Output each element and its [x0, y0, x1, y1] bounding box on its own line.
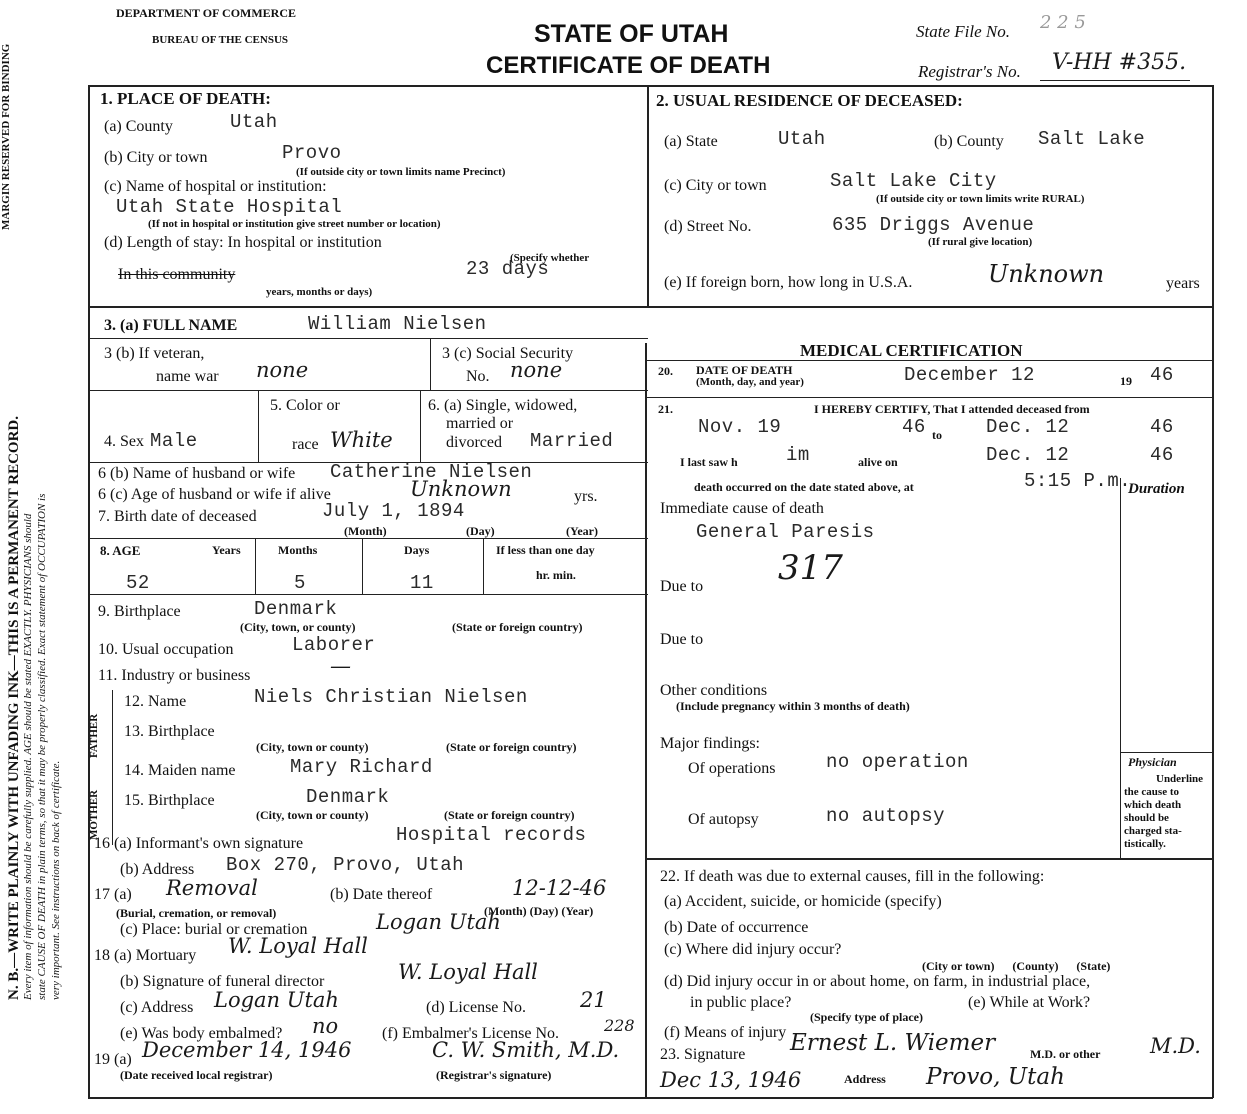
- attended-from-value: Nov. 19: [698, 416, 782, 438]
- bureau-label: BUREAU OF THE CENSUS: [152, 34, 289, 46]
- name-bottom-rule: [88, 338, 648, 339]
- external-e-label: (e) While at Work?: [968, 994, 1091, 1011]
- date-death-label: DATE OF DEATH: [696, 363, 793, 377]
- signature-date: Dec 13, 1946: [660, 1068, 802, 1092]
- registrar-note: (Registrar's signature): [436, 1068, 552, 1082]
- section1-bottom-rule: [88, 306, 1213, 308]
- date-death-value: December 12: [904, 364, 1035, 386]
- res-city-label: (c) City or town: [664, 177, 767, 194]
- res-foreign-label: (e) If foreign born, how long in U.S.A.: [664, 274, 913, 291]
- mortuary-address-label: (c) Address: [120, 999, 194, 1016]
- birth-label: 7. Birth date of deceased: [98, 508, 257, 525]
- received-label: 19 (a): [94, 1051, 132, 1068]
- age-lessday-label: If less than one day: [496, 543, 595, 557]
- veteran-bottom-rule: [88, 390, 648, 391]
- hospital-note: (If not in hospital or institution give street number or location): [148, 218, 441, 230]
- external-d-label: (d) Did injury occur in or about home, on farm, in industrial place,: [664, 973, 1091, 990]
- color-value: White: [330, 428, 393, 452]
- spouse-age-value: Unknown: [410, 477, 512, 501]
- signature-label: 23. Signature: [660, 1046, 746, 1063]
- age-bottom-rule: [88, 594, 648, 595]
- res-city-note: (If outside city or town limits write RURAL): [876, 193, 1085, 205]
- father-name-value: Niels Christian Nielsen: [254, 686, 528, 708]
- stay-specify: (Specify whether: [510, 252, 590, 264]
- cert-num: 21.: [658, 402, 673, 416]
- industry-value: —: [330, 654, 351, 678]
- right-outer-rule: [1212, 85, 1214, 1098]
- margin-note-3: state CAUSE OF DEATH in plain terms, so that it may be properly classified. Exact statement of OCCUPATION is: [36, 493, 48, 1000]
- md-value: M.D.: [1150, 1034, 1201, 1058]
- physician-note-2: the cause to: [1124, 786, 1179, 798]
- time-value: 5:15 P.m.: [1024, 470, 1132, 492]
- mother-birthplace-value: Denmark: [306, 786, 390, 808]
- left-outer-rule: [88, 85, 90, 1098]
- immediate-cause-label: Immediate cause of death: [660, 500, 824, 517]
- mortuary-label: 18 (a) Mortuary: [94, 947, 197, 964]
- age-hrmin-label: hr. min.: [536, 568, 576, 582]
- attended-from-year: 46: [902, 416, 926, 438]
- county-label: (a) County: [104, 118, 173, 135]
- due-to-2-label: Due to: [660, 631, 704, 648]
- father-side-label: FATHER: [88, 713, 100, 758]
- department-label: DEPARTMENT OF COMMERCE: [116, 6, 297, 20]
- res-county-value: Salt Lake: [1038, 128, 1146, 150]
- parents-inner-rule: [112, 690, 113, 845]
- registrar-underline: [1040, 80, 1190, 81]
- spouse-age-label: 6 (c) Age of husband or wife if alive: [98, 486, 331, 503]
- father-birthplace-label: 13. Birthplace: [124, 723, 215, 740]
- marital-label-2: married or: [446, 415, 514, 432]
- mother-city-note: (City, town or county): [256, 808, 369, 822]
- cert-text: I HEREBY CERTIFY, That I attended deceased from: [814, 402, 1090, 416]
- hospital-value: Utah State Hospital: [116, 196, 343, 218]
- certificate-title: CERTIFICATE OF DEATH: [486, 52, 771, 79]
- industry-label: 11. Industry or business: [98, 667, 251, 684]
- major-findings-label: Major findings:: [660, 735, 760, 752]
- physician-signature: Ernest L. Wiemer: [790, 1030, 996, 1056]
- due-to-1-label: Due to: [660, 578, 704, 595]
- registrar-value: V-HH #355.: [1052, 50, 1187, 75]
- informant-value: Hospital records: [396, 824, 587, 846]
- external-d-label2: in public place?: [690, 994, 792, 1011]
- mother-maiden-value: Mary Richard: [290, 756, 433, 778]
- veteran-label-1: 3 (b) If veteran,: [104, 345, 205, 362]
- duration-col-rule: [1120, 478, 1121, 858]
- external-b-label: (b) Date of occurrence: [664, 919, 809, 936]
- date-death-year: 46: [1150, 364, 1174, 386]
- stay-community: In this community: [118, 266, 236, 283]
- color-label-1: 5. Color or: [270, 397, 340, 414]
- res-state-value: Utah: [778, 128, 826, 150]
- margin-note-2: Every item of information should be carefully supplied. AGE should be stated EXACTLY. PHYSICIANS should: [22, 513, 34, 1000]
- burial-place-label: (c) Place: burial or cremation: [120, 921, 308, 938]
- mother-birthplace-label: 15. Birthplace: [124, 792, 215, 809]
- res-street-note: (If rural give location): [928, 236, 1033, 248]
- hospital-label: (c) Name of hospital or institution:: [104, 178, 327, 195]
- informant-address-value: Box 270, Provo, Utah: [226, 854, 465, 876]
- col-divider: [647, 85, 649, 307]
- duration-label: Duration: [1128, 481, 1185, 497]
- spouse-age-suffix: yrs.: [574, 488, 598, 505]
- embalmed-value: no: [312, 1014, 339, 1038]
- bottom-rule: [88, 1097, 1213, 1099]
- res-county-label: (b) County: [934, 133, 1004, 150]
- age-months-label: Months: [278, 543, 318, 557]
- occupation-value: Laborer: [292, 634, 376, 656]
- disposition-date-value: 12-12-46: [512, 876, 607, 900]
- city-note: (If outside city or town limits name Precinct): [296, 166, 506, 178]
- county-value: Utah: [230, 111, 278, 133]
- mother-maiden-label: 14. Maiden name: [124, 762, 236, 779]
- city-label: (b) City or town: [104, 149, 208, 166]
- mortuary-address-value: Logan Utah: [214, 988, 339, 1012]
- attended-to-value: Dec. 12: [986, 416, 1070, 438]
- age-div-3: [483, 538, 484, 594]
- stay-value: 23 days: [466, 258, 550, 280]
- age-years-value: 52: [126, 572, 150, 594]
- signature-address-label: Address: [844, 1072, 886, 1086]
- last-saw-date: Dec. 12: [986, 444, 1070, 466]
- ssn-label-2: No.: [466, 368, 490, 385]
- ssn-value: none: [510, 358, 563, 382]
- registrar-label: Registrar's No.: [918, 62, 1021, 81]
- operations-label: Of operations: [688, 760, 776, 777]
- marital-label-1: 6. (a) Single, widowed,: [428, 397, 578, 414]
- disposition-17a-label: 17 (a): [94, 886, 132, 903]
- last-saw-h: im: [786, 444, 810, 466]
- disposition-method-note: (Burial, cremation, or removal): [116, 906, 277, 920]
- medical-heading: MEDICAL CERTIFICATION: [800, 341, 1023, 360]
- autopsy-label: Of autopsy: [688, 811, 759, 828]
- time-label: death occurred on the date stated above, at: [694, 480, 914, 494]
- age-years-label: Years: [212, 543, 241, 557]
- last-saw-year: 46: [1150, 444, 1174, 466]
- father-state-note: (State or foreign country): [446, 740, 577, 754]
- marital-value: Married: [530, 430, 614, 452]
- medical-bottom-rule: [647, 858, 1213, 860]
- stay-label: (d) Length of stay: In hospital or institution: [104, 234, 382, 251]
- father-name-label: 12. Name: [124, 693, 187, 710]
- full-name-value: William Nielsen: [308, 313, 487, 335]
- birthplace-value: Denmark: [254, 598, 338, 620]
- sex-value: Male: [150, 430, 198, 452]
- mortuary-value: W. Loyal Hall: [228, 934, 368, 958]
- city-value: Provo: [282, 142, 342, 164]
- date-death-year-prefix: 19: [1120, 374, 1132, 388]
- burial-place-value: Logan Utah: [376, 910, 501, 934]
- disposition-method-value: Removal: [166, 876, 258, 900]
- res-city-value: Salt Lake City: [830, 170, 997, 192]
- received-date-value: December 14, 1946: [142, 1038, 352, 1062]
- embalmer-license-value: 228: [604, 1016, 635, 1035]
- state-file-label: State File No.: [916, 22, 1010, 41]
- md-label: M.D. or other: [1030, 1047, 1101, 1061]
- date-death-bottom-rule: [647, 397, 1213, 398]
- birth-day-note: (Day): [466, 524, 495, 538]
- birthplace-label: 9. Birthplace: [98, 603, 181, 620]
- physician-note-5: charged sta-: [1124, 825, 1182, 837]
- other-conditions-label: Other conditions: [660, 682, 768, 699]
- age-days-value: 11: [410, 572, 434, 594]
- stay-note: years, months or days): [266, 286, 373, 298]
- external-c-note: (City or town) (County) (State): [922, 959, 1111, 973]
- res-street-label: (d) Street No.: [664, 218, 752, 235]
- age-days-label: Days: [404, 543, 430, 557]
- physician-title: Physician: [1128, 755, 1177, 769]
- col-divider-lower: [645, 343, 647, 1098]
- operations-value: no operation: [826, 751, 969, 773]
- margin-note-1: N. B.—WRITE PLAINLY WITH UNFADING INK—THIS IS A PERMANENT RECORD.: [6, 416, 22, 1000]
- birth-month-note: (Month): [344, 524, 387, 538]
- registrar-signature: C. W. Smith, M.D.: [432, 1038, 620, 1062]
- veteran-divider: [430, 338, 431, 390]
- margin-note-4: very important. See instructions on back of certificate.: [50, 760, 62, 1000]
- residence-heading: 2. USUAL RESIDENCE OF DECEASED:: [656, 91, 963, 110]
- birth-value: July 1, 1894: [322, 500, 465, 522]
- physician-note-6: tistically.: [1124, 838, 1166, 850]
- outer-top-rule: [88, 85, 1213, 87]
- funeral-director-signature: W. Loyal Hall: [398, 960, 538, 984]
- alive-on-label: alive on: [858, 455, 898, 469]
- occupation-label: 10. Usual occupation: [98, 641, 234, 658]
- last-saw-label: I last saw h: [680, 455, 738, 469]
- color-divider: [420, 390, 421, 462]
- res-foreign-suffix: years: [1166, 275, 1200, 292]
- res-state-label: (a) State: [664, 133, 718, 150]
- external-c-label: (c) Where did injury occur?: [664, 941, 842, 958]
- external-f-label: (f) Means of injury: [664, 1024, 787, 1041]
- external-type-note: (Specify type of place): [810, 1010, 923, 1024]
- due-to-1-value: 317: [778, 548, 843, 588]
- license-label: (d) License No.: [426, 999, 526, 1016]
- age-div-2: [362, 538, 363, 594]
- attended-to-label: to: [932, 428, 942, 442]
- license-value: 21: [580, 988, 607, 1012]
- res-foreign-value: Unknown: [988, 260, 1105, 288]
- spouse-label: 6 (b) Name of husband or wife: [98, 465, 296, 482]
- physician-note-1: Underline: [1156, 773, 1204, 785]
- attended-to-year: 46: [1150, 416, 1174, 438]
- physician-note-rule: [1120, 752, 1213, 753]
- state-file-value: 2 2 5: [1040, 12, 1086, 33]
- funeral-director-label: (b) Signature of funeral director: [120, 973, 325, 990]
- veteran-label-2: name war: [156, 368, 219, 385]
- color-label-2: race: [292, 436, 319, 453]
- physician-note-3: which death: [1124, 799, 1182, 811]
- father-city-note: (City, town or county): [256, 740, 369, 754]
- birth-year-note: (Year): [566, 524, 598, 538]
- external-a-label: (a) Accident, suicide, or homicide (specify): [664, 893, 942, 910]
- mother-state-note: (State or foreign country): [444, 808, 575, 822]
- other-conditions-note: (Include pregnancy within 3 months of death): [676, 699, 910, 713]
- external-heading: 22. If death was due to external causes, fill in the following:: [660, 868, 1045, 885]
- mother-side-label: MOTHER: [88, 789, 100, 840]
- veteran-value: none: [256, 358, 309, 382]
- embalmer-license-label: (f) Embalmer's License No.: [382, 1025, 560, 1042]
- margin-binding: MARGIN RESERVED FOR BINDING: [0, 43, 12, 230]
- signature-address-value: Provo, Utah: [926, 1064, 1065, 1090]
- physician-note-4: should be: [1124, 812, 1169, 824]
- place-of-death-heading: 1. PLACE OF DEATH:: [100, 89, 271, 108]
- autopsy-value: no autopsy: [826, 805, 946, 827]
- res-street-value: 635 Driggs Avenue: [832, 214, 1035, 236]
- sex-divider: [258, 390, 259, 462]
- birthplace-state-note: (State or foreign country): [452, 620, 583, 634]
- received-note: (Date received local registrar): [120, 1068, 273, 1082]
- age-div-1: [255, 538, 256, 594]
- birthplace-city-note: (City, town, or county): [240, 620, 356, 634]
- disposition-date-note: (Month) (Day) (Year): [484, 904, 594, 918]
- age-months-value: 5: [294, 572, 306, 594]
- age-label: 8. AGE: [100, 543, 141, 558]
- immediate-cause-value: General Paresis: [696, 521, 875, 543]
- disposition-date-label: (b) Date thereof: [330, 886, 433, 903]
- marital-label-3: divorced: [446, 434, 502, 451]
- full-name-label: 3. (a) FULL NAME: [104, 317, 238, 334]
- date-death-sublabel: (Month, day, and year): [696, 376, 804, 388]
- date-death-num: 20.: [658, 364, 673, 378]
- embalmed-label: (e) Was body embalmed?: [120, 1025, 283, 1042]
- informant-address-label: (b) Address: [120, 861, 195, 878]
- informant-label: 16 (a) Informant's own signature: [94, 835, 304, 852]
- state-title: STATE OF UTAH: [534, 20, 729, 48]
- sex-label: 4. Sex: [104, 433, 144, 450]
- spouse-value: Catherine Nielsen: [330, 461, 533, 483]
- ssn-label-1: 3 (c) Social Security: [442, 345, 574, 362]
